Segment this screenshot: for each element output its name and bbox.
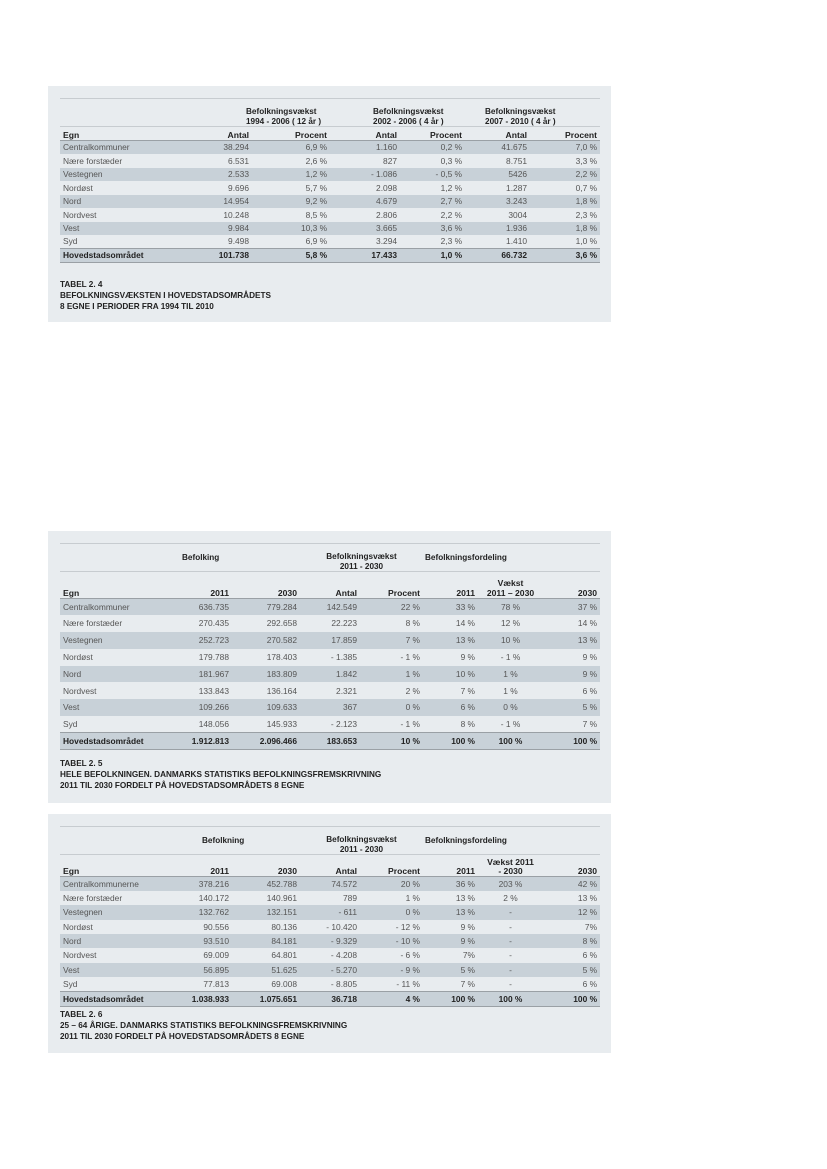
region-cell: Centralkommunerne — [60, 877, 164, 891]
value-cell: - 6 % — [400, 950, 420, 961]
value-cell: 9 % — [543, 666, 600, 683]
table-row — [60, 195, 600, 209]
value-cell: - 1.385 — [330, 652, 357, 663]
region-cell: Nordvest — [63, 209, 97, 220]
table-row — [60, 963, 600, 977]
value-cell: 74.572 — [300, 877, 360, 891]
value-cell: 2.098 — [376, 182, 398, 193]
table-row — [60, 699, 600, 716]
value-cell: 6 % — [423, 699, 478, 716]
region-cell: Vest — [60, 963, 164, 977]
value-cell: - 10.420 — [326, 921, 357, 932]
region-cell: Nordøst — [63, 182, 93, 193]
table-row — [60, 877, 600, 891]
value-cell: 7 % — [460, 685, 475, 696]
value-cell: 2,7 % — [400, 195, 465, 209]
group-header: Befolkning — [164, 827, 300, 855]
column-header: Antal — [330, 127, 400, 141]
value-cell: - 1 % — [500, 719, 521, 730]
value-cell: 10 % — [478, 632, 543, 649]
value-cell: - 4.208 — [330, 950, 357, 961]
table-row — [60, 599, 600, 616]
column-header: Procent — [360, 855, 423, 877]
column-header: Egn — [60, 127, 190, 141]
value-cell: 140.172 — [198, 892, 229, 903]
value-cell: - 1 % — [500, 652, 521, 663]
value-cell: 7% — [584, 921, 598, 932]
value-cell: 2 % — [405, 685, 420, 696]
column-header: Antal — [465, 127, 530, 141]
age-25-64-forecast-table-2-6 — [60, 826, 600, 1007]
value-cell: 12 % — [500, 618, 521, 629]
value-cell: 3,3 % — [575, 155, 598, 166]
total-row — [60, 733, 600, 750]
total-row — [60, 992, 600, 1006]
value-cell: 37 % — [543, 599, 600, 616]
value-cell: - 1 % — [400, 719, 420, 730]
value-cell: 10 % — [360, 733, 423, 750]
value-cell: 183.653 — [300, 733, 360, 750]
value-cell: 9,2 % — [252, 195, 330, 209]
value-cell: 10,3 % — [252, 222, 330, 236]
value-cell: 3.294 — [376, 236, 398, 247]
value-cell: 3,6 % — [530, 249, 600, 263]
value-cell: - 9.329 — [300, 934, 360, 948]
column-header-row — [60, 127, 600, 141]
value-cell: 2.321 — [336, 685, 357, 696]
region-cell: Nære forstæder — [63, 892, 123, 903]
value-cell: 1.075.651 — [232, 992, 300, 1006]
value-cell: 1,2 % — [440, 182, 463, 193]
region-cell: Vest — [60, 222, 190, 236]
value-cell: - — [478, 905, 543, 919]
value-cell: 6 % — [582, 978, 598, 989]
table-row — [60, 235, 600, 249]
value-cell: 6,9 % — [252, 141, 330, 155]
value-cell: 64.801 — [271, 950, 297, 961]
region-cell: Syd — [63, 978, 78, 989]
value-cell: - — [509, 921, 512, 932]
region-cell: Hovedstadsområdet — [60, 733, 164, 750]
region-cell: Nord — [60, 195, 190, 209]
table-body — [60, 877, 600, 1007]
group-header: Befolkningsvækst 2011 - 2030 — [300, 544, 423, 572]
value-cell: 69.009 — [203, 950, 229, 961]
value-cell: 84.181 — [232, 934, 300, 948]
total-row — [60, 249, 600, 263]
region-cell: Vest — [60, 699, 164, 716]
value-cell: 789 — [343, 892, 357, 903]
value-cell: 3.665 — [330, 222, 400, 236]
table-row — [60, 154, 600, 168]
value-cell: 100 % — [478, 992, 543, 1006]
value-cell: 36 % — [423, 877, 478, 891]
value-cell: 1.842 — [300, 666, 360, 683]
region-cell: Hovedstadsområdet — [60, 992, 164, 1006]
column-header: 2011 — [423, 855, 478, 877]
table-row — [60, 905, 600, 919]
value-cell: 17.859 — [300, 632, 360, 649]
value-cell: 148.056 — [198, 719, 229, 730]
value-cell: 3004 — [508, 209, 528, 220]
value-cell: 178.403 — [266, 652, 297, 663]
value-cell: 109.266 — [164, 699, 232, 716]
group-header-row — [60, 544, 600, 572]
value-cell: 1,2 % — [252, 168, 330, 182]
column-header: Egn — [60, 572, 164, 599]
value-cell: 13 % — [423, 905, 478, 919]
table-row — [60, 948, 600, 962]
caption-line: 2011 TIL 2030 FORDELT PÅ HOVEDSTADSOMRÅDETS 8 EGNE — [60, 1031, 305, 1041]
group-header: Befolkningsfordeling — [423, 827, 600, 855]
region-cell: Centralkommuner — [60, 141, 190, 155]
value-cell: - 2.123 — [330, 719, 357, 730]
table-row — [60, 716, 600, 733]
value-cell: 13 % — [543, 632, 600, 649]
column-header: 2030 — [232, 855, 300, 877]
table-row — [60, 615, 600, 632]
value-cell: 183.809 — [232, 666, 300, 683]
value-cell: 636.735 — [164, 599, 232, 616]
value-cell: 179.788 — [198, 652, 229, 663]
value-cell: - — [478, 963, 543, 977]
value-cell: 0,7 % — [575, 182, 598, 193]
value-cell: - 1 % — [400, 652, 420, 663]
value-cell: 80.136 — [271, 921, 297, 932]
value-cell: 38.294 — [190, 141, 252, 155]
value-cell: 78 % — [478, 599, 543, 616]
value-cell: 100 % — [478, 733, 543, 750]
table-row — [60, 682, 600, 699]
value-cell: 17.433 — [330, 249, 400, 263]
value-cell: 6,9 % — [305, 236, 328, 247]
value-cell: 1.936 — [465, 222, 530, 236]
caption-number: TABEL 2. 6 — [60, 1010, 103, 1019]
table-row — [60, 181, 600, 195]
value-cell: 5,8 % — [252, 249, 330, 263]
value-cell: 100 % — [423, 733, 478, 750]
value-cell: 452.788 — [232, 877, 300, 891]
value-cell: 1 % — [503, 685, 518, 696]
value-cell: 36.718 — [300, 992, 360, 1006]
value-cell: 77.813 — [203, 978, 229, 989]
group-header-row — [60, 99, 600, 127]
group-header: Befolkningsvækst 2007 - 2010 ( 4 år ) — [465, 99, 600, 127]
value-cell: 10 % — [423, 666, 478, 683]
value-cell: 142.549 — [300, 599, 360, 616]
value-cell: 33 % — [423, 599, 478, 616]
value-cell: 2,3 % — [575, 209, 598, 220]
region-cell: Nord — [60, 934, 164, 948]
value-cell: 5 % — [423, 963, 478, 977]
table-row — [60, 208, 600, 222]
group-header: Befolking — [164, 544, 300, 572]
table-caption — [60, 759, 381, 791]
column-header: Procent — [360, 572, 423, 599]
column-header: Procent — [400, 127, 465, 141]
table-body — [60, 141, 600, 263]
value-cell: 1.912.813 — [164, 733, 232, 750]
column-header: 2011 — [164, 572, 232, 599]
value-cell: 3,6 % — [400, 222, 465, 236]
caption-line: 2011 TIL 2030 FORDELT PÅ HOVEDSTADSOMRÅDETS 8 EGNE — [60, 780, 305, 790]
value-cell: 136.164 — [266, 685, 297, 696]
value-cell: - 5.270 — [300, 963, 360, 977]
value-cell: 14 % — [577, 618, 598, 629]
value-cell: 1,8 % — [530, 195, 600, 209]
value-cell: 9 % — [460, 921, 475, 932]
value-cell: - 11 % — [396, 978, 420, 989]
table-panel-2-4 — [48, 86, 611, 322]
value-cell: 6.531 — [228, 155, 249, 166]
table-row — [60, 977, 600, 991]
value-cell: 7 % — [582, 719, 598, 730]
value-cell: 2,2 % — [530, 168, 600, 182]
value-cell: 109.633 — [232, 699, 300, 716]
value-cell: 145.933 — [266, 719, 297, 730]
value-cell: - 8.805 — [330, 978, 357, 989]
region-cell: Hovedstadsområdet — [60, 249, 190, 263]
caption-line: HELE BEFOLKNINGEN. DANMARKS STATISTIKS BEFOLKNINGSFREMSKRIVNING — [60, 769, 382, 779]
value-cell: 22 % — [360, 599, 423, 616]
value-cell: 51.625 — [232, 963, 300, 977]
region-cell: Nordvest — [63, 685, 97, 696]
value-cell: 8,5 % — [305, 209, 328, 220]
value-cell: - 9 % — [360, 963, 423, 977]
value-cell: 100 % — [543, 992, 600, 1006]
value-cell: 14.954 — [190, 195, 252, 209]
region-cell: Vestegnen — [60, 632, 164, 649]
value-cell: - — [478, 934, 543, 948]
region-cell: Vestegnen — [60, 905, 164, 919]
table-row — [60, 649, 600, 666]
table-caption — [60, 1010, 347, 1042]
region-cell: Syd — [63, 236, 78, 247]
value-cell: 0 % — [478, 699, 543, 716]
value-cell: 9.498 — [228, 236, 249, 247]
value-cell: 827 — [383, 155, 398, 166]
value-cell: 13 % — [455, 892, 475, 903]
value-cell: 5,7 % — [305, 182, 328, 193]
column-header: Procent — [252, 127, 330, 141]
column-header: 2011 — [423, 572, 478, 599]
region-cell: Syd — [63, 719, 78, 730]
value-cell: 14 % — [455, 618, 475, 629]
population-growth-table-2-4 — [60, 98, 600, 263]
value-cell: 1 % — [405, 892, 420, 903]
value-cell: - 1.086 — [330, 168, 400, 182]
group-header: Befolkningsvækst 1994 - 2006 ( 12 år ) — [190, 99, 330, 127]
value-cell: 1,0 % — [575, 236, 598, 247]
value-cell: 7 % — [360, 632, 423, 649]
region-cell: Nære forstæder — [63, 155, 123, 166]
value-cell: - — [509, 950, 512, 961]
value-cell: 10.248 — [223, 209, 249, 220]
value-cell: 69.008 — [271, 978, 297, 989]
column-header: Antal — [190, 127, 252, 141]
value-cell: 41.675 — [465, 141, 530, 155]
value-cell: - 611 — [300, 905, 360, 919]
value-cell: 132.762 — [164, 905, 232, 919]
value-cell: 270.435 — [198, 618, 229, 629]
value-cell: 9 % — [423, 934, 478, 948]
value-cell: 1 % — [478, 666, 543, 683]
value-cell: 0,2 % — [400, 141, 465, 155]
value-cell: 292.658 — [266, 618, 297, 629]
value-cell: 7% — [462, 950, 475, 961]
caption-line: 25 – 64 ÅRIGE. DANMARKS STATISTIKS BEFOLKNINGSFREMSKRIVNING — [60, 1020, 348, 1030]
value-cell: 5426 — [465, 168, 530, 182]
value-cell: 93.510 — [164, 934, 232, 948]
value-cell: 1.287 — [506, 182, 528, 193]
value-cell: 8.751 — [506, 155, 528, 166]
value-cell: 7 % — [460, 978, 475, 989]
population-forecast-table-2-5 — [60, 543, 600, 750]
value-cell: 5 % — [543, 963, 600, 977]
value-cell: 42 % — [543, 877, 600, 891]
value-cell: 100 % — [543, 733, 600, 750]
value-cell: 1,0 % — [400, 249, 465, 263]
column-header: 2030 — [232, 572, 300, 599]
table-caption — [60, 280, 271, 312]
value-cell: 2.806 — [376, 209, 398, 220]
value-cell: 181.967 — [164, 666, 232, 683]
table-row — [60, 222, 600, 236]
value-cell: 13 % — [577, 892, 598, 903]
value-cell: 1.410 — [506, 236, 528, 247]
value-cell: 101.738 — [190, 249, 252, 263]
table-row — [60, 632, 600, 649]
column-header: Vækst 2011 - 2030 — [478, 855, 543, 877]
group-header-row — [60, 827, 600, 855]
value-cell: 203 % — [478, 877, 543, 891]
value-cell: 1 % — [360, 666, 423, 683]
value-cell: 7,0 % — [530, 141, 600, 155]
value-cell: 252.723 — [164, 632, 232, 649]
group-header: Befolkningsvækst 2002 - 2006 ( 4 år ) — [330, 99, 465, 127]
value-cell: 6 % — [582, 950, 598, 961]
region-cell: Nordøst — [63, 652, 93, 663]
region-cell: Nord — [60, 666, 164, 683]
value-cell: 3.243 — [465, 195, 530, 209]
value-cell: 1.160 — [330, 141, 400, 155]
value-cell: 1.038.933 — [164, 992, 232, 1006]
value-cell: 20 % — [360, 877, 423, 891]
value-cell: 133.843 — [198, 685, 229, 696]
value-cell: 270.582 — [232, 632, 300, 649]
value-cell: 8 % — [543, 934, 600, 948]
value-cell: 5 % — [543, 699, 600, 716]
caption-number: TABEL 2. 5 — [60, 759, 103, 768]
value-cell: 0 % — [360, 699, 423, 716]
value-cell: 2,2 % — [440, 209, 463, 220]
value-cell: 8 % — [460, 719, 475, 730]
table-panel-2-5 — [48, 531, 611, 803]
caption-number: TABEL 2. 4 — [60, 280, 103, 289]
value-cell: 90.556 — [203, 921, 229, 932]
table-row — [60, 891, 600, 905]
table-body — [60, 599, 600, 750]
value-cell: - 10 % — [360, 934, 423, 948]
table-row — [60, 920, 600, 934]
column-header-row — [60, 572, 600, 599]
value-cell: 2 % — [503, 892, 518, 903]
value-cell: 9 % — [460, 652, 475, 663]
region-cell: Vestegnen — [60, 168, 190, 182]
value-cell: 4 % — [360, 992, 423, 1006]
column-header: 2011 — [164, 855, 232, 877]
region-cell: Nordvest — [63, 950, 97, 961]
value-cell: 2.096.466 — [232, 733, 300, 750]
value-cell: 13 % — [423, 632, 478, 649]
value-cell: 100 % — [423, 992, 478, 1006]
value-cell: 4.679 — [330, 195, 400, 209]
value-cell: 2,3 % — [440, 236, 463, 247]
value-cell: 12 % — [543, 905, 600, 919]
column-header: Procent — [530, 127, 600, 141]
value-cell: 2,6 % — [305, 155, 328, 166]
column-header: Antal — [300, 855, 360, 877]
value-cell: 8 % — [405, 618, 420, 629]
column-header: Vækst 2011 – 2030 — [478, 572, 543, 599]
caption-line: BEFOLKNINGSVÆKSTEN I HOVEDSTADSOMRÅDETS — [60, 290, 271, 300]
value-cell: 66.732 — [465, 249, 530, 263]
region-cell: Nordøst — [63, 921, 93, 932]
table-row — [60, 934, 600, 948]
value-cell: 378.216 — [164, 877, 232, 891]
column-header: Antal — [300, 572, 360, 599]
value-cell: 9.984 — [190, 222, 252, 236]
value-cell: - 12 % — [395, 921, 420, 932]
value-cell: 132.151 — [232, 905, 300, 919]
value-cell: 779.284 — [232, 599, 300, 616]
value-cell: 22.223 — [331, 618, 357, 629]
region-cell: Centralkommuner — [60, 599, 164, 616]
value-cell: - — [509, 978, 512, 989]
value-cell: - 0,5 % — [400, 168, 465, 182]
value-cell: 2.533 — [190, 168, 252, 182]
value-cell: 56.895 — [164, 963, 232, 977]
caption-line: 8 EGNE I PERIODER FRA 1994 TIL 2010 — [60, 301, 214, 311]
value-cell: 6 % — [582, 685, 598, 696]
value-cell: 9 % — [582, 652, 598, 663]
value-cell: 0 % — [360, 905, 423, 919]
column-header: Egn — [60, 855, 164, 877]
value-cell: 140.961 — [266, 892, 297, 903]
value-cell: 1,8 % — [530, 222, 600, 236]
table-row — [60, 168, 600, 182]
group-header: Befolkningsvækst 2011 - 2030 — [300, 827, 423, 855]
table-row — [60, 666, 600, 683]
region-cell: Nære forstæder — [63, 618, 123, 629]
value-cell: 0,3 % — [440, 155, 463, 166]
value-cell: 9.696 — [228, 182, 249, 193]
group-header: Befolkningsfordeling — [423, 544, 600, 572]
table-panel-2-6 — [48, 814, 611, 1053]
column-header: 2030 — [543, 855, 600, 877]
value-cell: 367 — [300, 699, 360, 716]
column-header-row — [60, 855, 600, 877]
column-header: 2030 — [543, 572, 600, 599]
table-row — [60, 141, 600, 155]
